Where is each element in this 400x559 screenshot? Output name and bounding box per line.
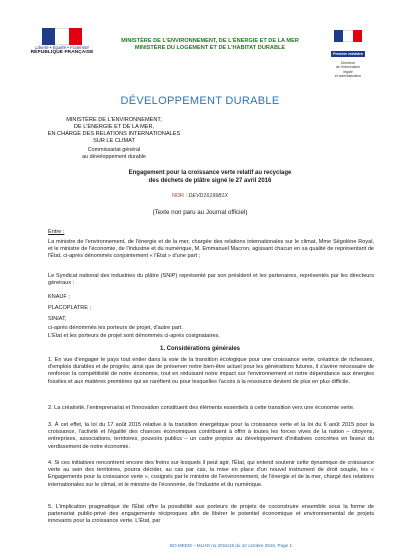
company-item: KNAUF ; [48, 294, 70, 300]
logo-subtitle-line: et administrative [334, 74, 362, 79]
cosignataires-line: L'État et les porteurs de projet sont dénommés ci-après cosignataires. [48, 333, 220, 339]
nor-code: DEVD1619981X [188, 193, 229, 199]
porteurs-line: ci-après dénommés les porteurs de projet, d'autre part. [48, 325, 183, 331]
point-4: 4. Si ces initiatives rencontrent encore des freins sur lesquels il peut agir, l'État, qui entend soutenir cette dynamique de croissance verte au sein des territoires, pourra décider, au cas par cas, la mise en place d'un nouvel instrument de droit souple, les « Engagements pour la croissance verte », cosignés par le ministre de l'environnement, de l'énergie et de la mer, chargé des relations internationales sur le climat, et le ministre de l'économie, de l'industrie et du numérique. [48, 460, 374, 488]
republique-francaise-logo [30, 28, 94, 56]
point-2: 2. La créativité, l'entreprenariat et l'innovation constituent des éléments essentiels à cette transition vers une économie verte. [48, 405, 355, 411]
point-1: 1. En vue d'engager le pays tout entier dans la voie de la transition écologique pour une croissance verte, créatrice de richesses, d'emplois durables et de progrès; ainsi que de préserver notre bien-être actuel pour les générations futures, il s'avère nécessaire de renforcer la compétitivité de notre économie, tout en réduisant notre impact sur l'environnement et notre dépendance aux énergies fossiles et aux matières premières qui se raréfient ou pour lesquelles l'accès à la ressource devient de plus en plus difficile. [48, 357, 374, 385]
commissariat-line: Commissariat général [87, 147, 141, 153]
section-heading: 1. Considérations générales [159, 346, 241, 352]
issuing-ministry-line: SUR LE CLIMAT [93, 137, 135, 144]
point-5: 5. L'implication pragmatique de l'État offre la possibilité aux porteurs de projets de coconstruire ensemble sous la forme de partenariat public-privé des engagements réciproques afin de libérer le potentiel économique et environnemental de projets innovants pour la croissance verte. L'État, par [48, 504, 374, 525]
tricolour-flag-icon [334, 30, 362, 42]
logo-republic: RÉPUBLIQUE FRANÇAISE [30, 50, 94, 56]
issuing-ministry [44, 117, 184, 145]
publication-note: (Texte non paru au Journal officiel) [152, 209, 248, 216]
paragraph-syndicat: Le Syndicat national des industries du plâtre (SNIP) représenté par son président et les partenaires, représentés par les directeurs généraux : [48, 273, 374, 287]
nor-label: NOR : [171, 193, 187, 199]
logo-subtitle-line: légale [343, 69, 353, 74]
header-ministry-1: MINISTÈRE DE L'ENVIRONNEMENT, DE L'ÉNERGIE ET DE LA MER [121, 38, 299, 44]
logo-badge: Premier ministre [333, 52, 363, 56]
company-list [48, 294, 374, 328]
commissariat-line: au développement durable [82, 153, 146, 160]
page-footer: BO MEEM – MLHD no 2016/18 du 10 octobre 2016, Page 1 [170, 543, 293, 548]
tricolour-flag-icon [42, 28, 82, 45]
company-item: SINIAT, [48, 316, 67, 323]
document-title-line: Engagement pour la croissance verte relatif au recyclage [128, 170, 292, 176]
logo-motto: Liberté • Égalité • Fraternité [35, 45, 89, 50]
issuing-ministry-line: MINISTÈRE DE L'ENVIRONNEMENT, [66, 117, 162, 123]
company-item: PLACOPLATRE ; [48, 305, 92, 312]
commissariat [44, 147, 184, 161]
nor-reference [0, 193, 400, 199]
point-3: 3. À cet effet, la loi du 17 août 2015 relative à la transition énergétique pour la croissance verte et la loi du 6 août 2015 pour la croissance, l'activité et l'égalité des chances économiques contribuent à offrir à toutes les forces vives de la nation – citoyens, entreprises, associations, territoires, pouvoirs publics – un cadre propice au développement d'initiatives concrètes en faveur du verdissement de notre économie. [48, 422, 374, 450]
entre-heading: Entre : [48, 229, 65, 235]
marianne-icon [57, 31, 66, 42]
document-title [95, 170, 325, 185]
header-ministries [100, 38, 320, 52]
header-ministry-2: MINISTÈRE DU LOGEMENT ET DE L'HABITAT DURABLE [134, 44, 286, 51]
page-title: DÉVELOPPEMENT DURABLE [120, 95, 280, 107]
issuing-ministry-line: EN CHARGE DES RELATIONS INTERNATIONALES [47, 130, 181, 137]
premier-ministre-logo [326, 30, 370, 79]
document-title-line: des déchets de plâtre signé le 27 avril 2016 [148, 177, 272, 184]
logo-subtitle [326, 61, 370, 79]
issuing-ministry-line: DE L'ÉNERGIE ET DE LA MER, [73, 123, 155, 130]
paragraph-ministers: La ministre de l'environnement, de l'énergie et de la mer, chargée des relations internationales sur le climat, Mme Ségolène Royal, et le ministre de l'économie, de l'industrie et du numérique, M. Emmanuel Macron, agissant chacun en sa qualité de représentant de l'État, ci-après dénommés conjointement « l'État » d'une part ; [48, 239, 374, 260]
logo-subtitle-line: Direction [340, 61, 356, 65]
logo-subtitle-line: de l'information [335, 65, 361, 70]
